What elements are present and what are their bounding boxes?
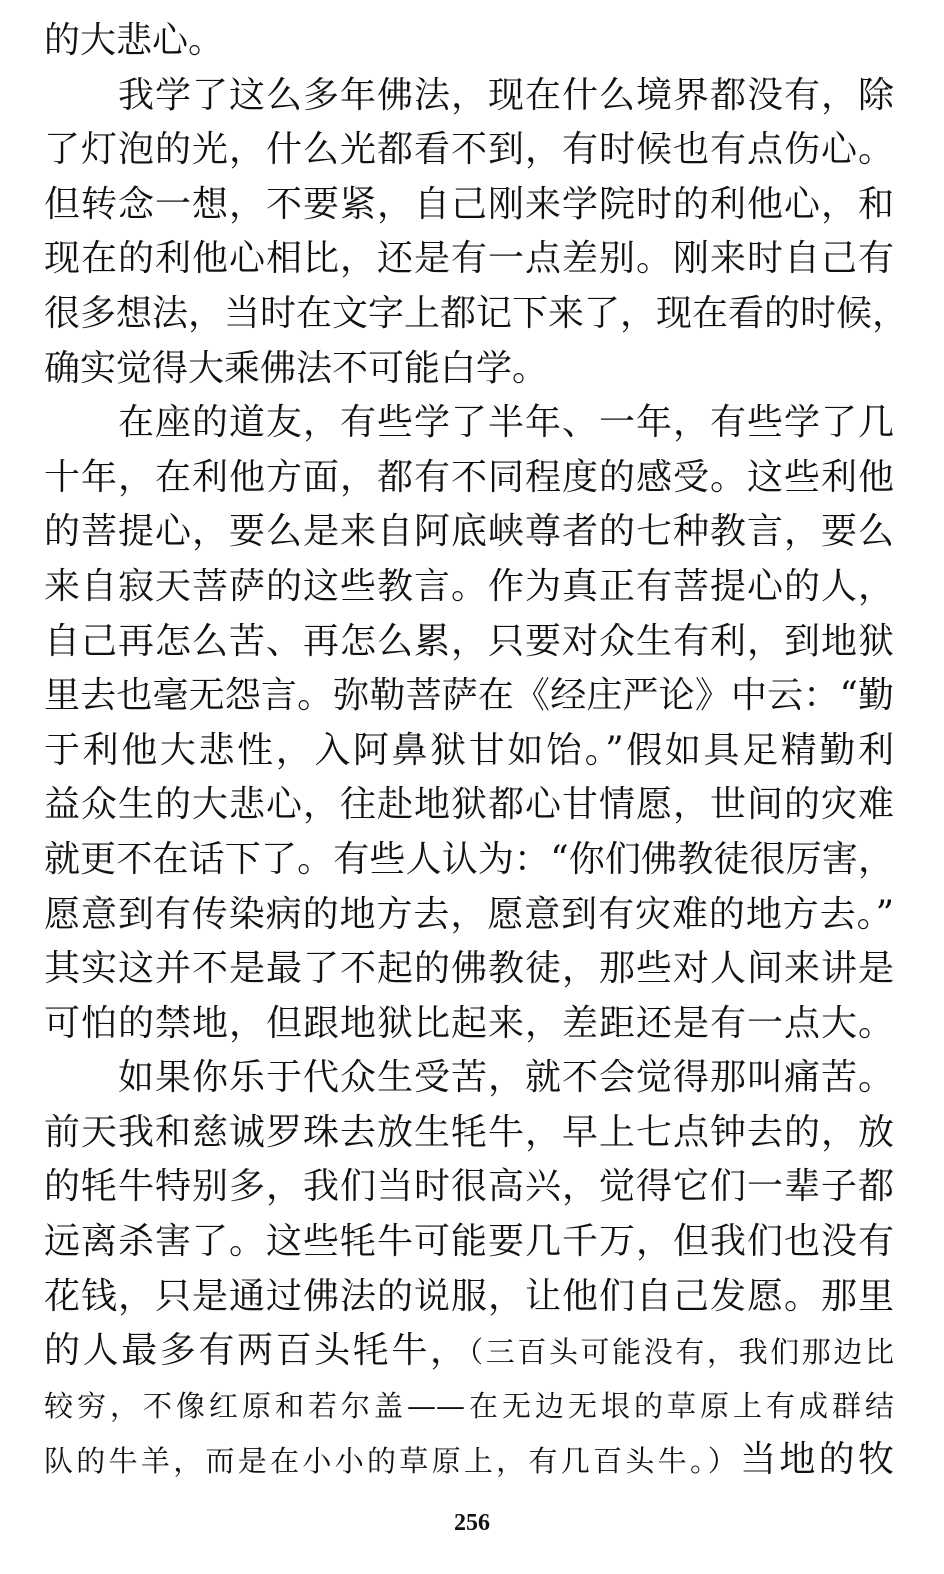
text-line: 的大悲心。 bbox=[44, 20, 225, 61]
text-line: 就更不在话下了。有些人认为：“你们佛教徒很厉害， bbox=[44, 838, 894, 880]
paragraph-first-line: 我学了这么多年佛法，现在什么境界都没有，除 bbox=[118, 74, 894, 116]
text-line: 来自寂天菩萨的这些教言。作为真正有菩提心的人， bbox=[44, 565, 894, 607]
text-line: 里去也毫无怨言。弥勒菩萨在《经庄严论》中云：“勤 bbox=[44, 675, 894, 717]
text-line: 的菩提心，要么是来自阿底峡尊者的七种教言，要么 bbox=[44, 511, 894, 553]
main-text: 的人最多有两百头牦牛， bbox=[44, 1330, 469, 1372]
text-line: 花钱，只是通过佛法的说服，让他们自己发愿。那里 bbox=[44, 1275, 894, 1317]
text-line: 很多想法，当时在文字上都记下来了，现在看的时候， bbox=[44, 292, 909, 334]
text-line: 愿意到有传染病的地方去，愿意到有灾难的地方去。” bbox=[44, 893, 894, 935]
text-line: 但转念一想，不要紧，自己刚来学院时的利他心，和 bbox=[44, 183, 894, 225]
paragraph-first-line: 如果你乐于代众生受苦，就不会觉得那叫痛苦。 bbox=[118, 1057, 894, 1099]
parenthetical-note: （三百头可能没有，我们那边比 bbox=[468, 1335, 894, 1370]
body-text bbox=[44, 14, 909, 1488]
text-line: 其实这并不是最了不起的佛教徒，那些对人间来讲是 bbox=[44, 948, 894, 990]
text-line: 可怕的禁地，但跟地狱比起来，差距还是有一点大。 bbox=[44, 1002, 894, 1044]
note-line: 较穷，不像红原和若尔盖——在无边无垠的草原上有成群结 bbox=[44, 1388, 894, 1423]
text-line: 益众生的大悲心，往赴地狱都心甘情愿，世间的灾难 bbox=[44, 784, 894, 826]
parenthetical-note: 队的牛羊，而是在小小的草原上，有几百头牛。） bbox=[44, 1444, 741, 1479]
paragraph-first-line: 在座的道友，有些学了半年、一年，有些学了几 bbox=[118, 402, 894, 444]
text-line: 现在的利他心相比，还是有一点差别。刚来时自己有 bbox=[44, 238, 894, 280]
text-line-with-note bbox=[44, 1324, 894, 1379]
text-line: 确实觉得大乘佛法不可能白学。 bbox=[44, 347, 549, 389]
text-line: 于利他大悲性，入阿鼻狱甘如饴。”假如具足精勤利 bbox=[44, 729, 894, 771]
text-line: 前天我和慈诚罗珠去放生牦牛，早上七点钟去的，放 bbox=[44, 1111, 894, 1153]
text-line: 自己再怎么苦、再怎么累，只要对众生有利，到地狱 bbox=[44, 620, 894, 662]
text-line: 十年，在利他方面，都有不同程度的感受。这些利他 bbox=[44, 456, 894, 498]
main-text: 当地的牧 bbox=[740, 1439, 894, 1481]
page-number: 256 bbox=[454, 1510, 490, 1536]
text-line: 的牦牛特别多，我们当时很高兴，觉得它们一辈子都 bbox=[44, 1166, 894, 1208]
text-line: 了灯泡的光，什么光都看不到，有时候也有点伤心。 bbox=[44, 129, 894, 171]
text-line: 远离杀害了。这些牦牛可能要几千万，但我们也没有 bbox=[44, 1221, 894, 1263]
text-line-with-note bbox=[44, 1433, 894, 1488]
